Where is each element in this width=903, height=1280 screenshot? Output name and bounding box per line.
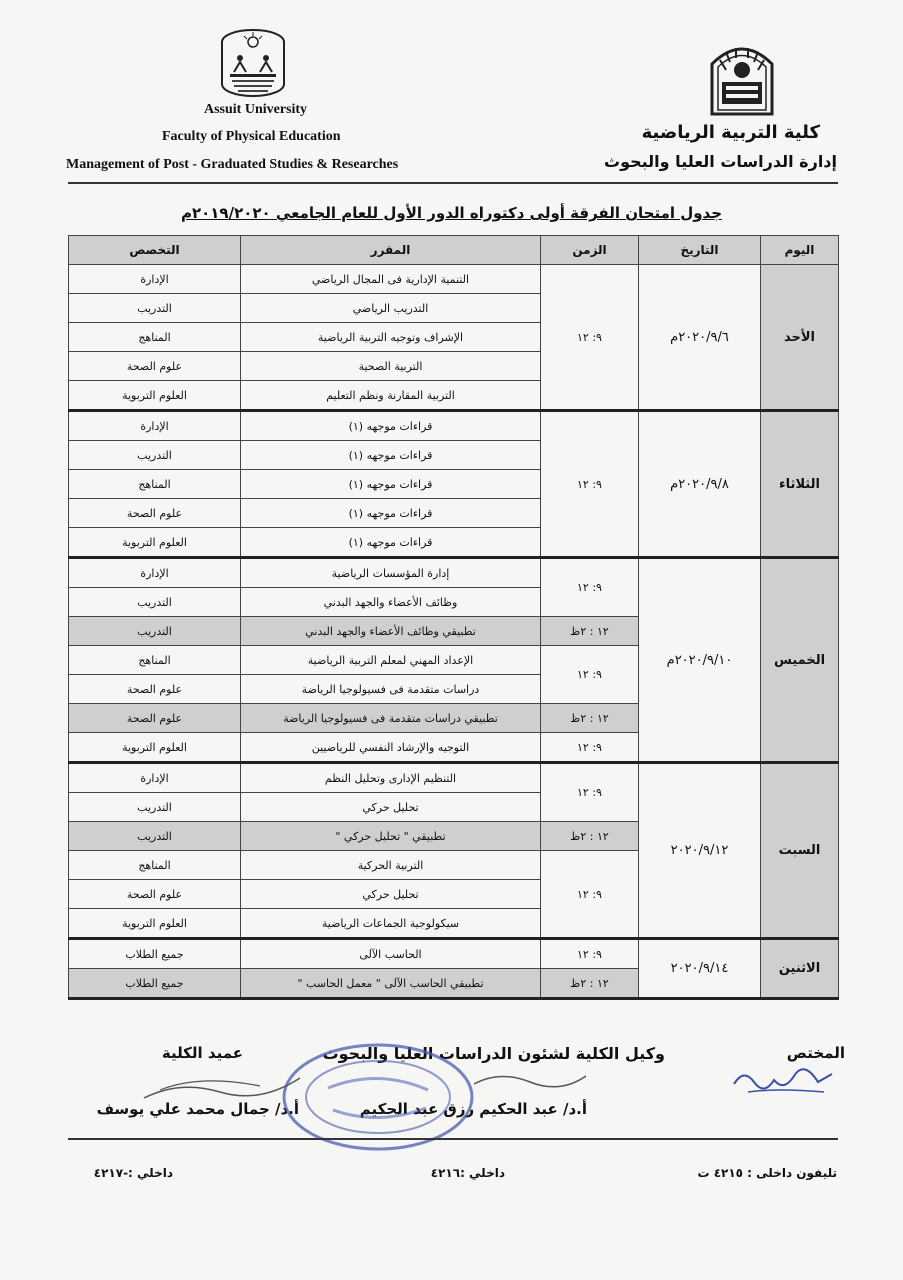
specialization-cell: العلوم التربوية xyxy=(69,909,241,939)
specialization-cell: علوم الصحة xyxy=(69,499,241,528)
table-header-row xyxy=(69,236,839,265)
faculty-name-ar: كلية التربية الرياضية xyxy=(641,122,820,143)
vice-dean-signature xyxy=(470,1066,590,1096)
table-row xyxy=(69,411,839,441)
department-name-en: Management of Post - Graduated Studies & Researches xyxy=(66,157,399,172)
col-header-day: اليوم xyxy=(761,236,839,265)
time-cell: ٩: ١٢ xyxy=(541,733,639,763)
course-cell: التوجيه والإرشاد النفسي للرياضيين xyxy=(241,733,541,763)
specialization-cell: التدريب xyxy=(69,617,241,646)
specialization-cell: العلوم التربوية xyxy=(69,528,241,558)
course-cell: تطبيقي دراسات متقدمة فى فسيولوجيا الرياضة xyxy=(241,704,541,733)
specialization-cell: علوم الصحة xyxy=(69,352,241,381)
specialization-cell: الإدارة xyxy=(69,265,241,294)
footer-divider xyxy=(68,1138,838,1140)
time-cell: ٩: ١٢ xyxy=(541,939,639,969)
course-cell: قراءات موجهه (١) xyxy=(241,411,541,441)
course-cell: وظائف الأعضاء والجهد البدني xyxy=(241,588,541,617)
specialization-cell: المناهج xyxy=(69,470,241,499)
course-cell: التربية الصحية xyxy=(241,352,541,381)
day-cell: الخميس xyxy=(761,558,839,763)
specialization-cell: المناهج xyxy=(69,323,241,352)
course-cell: سيكولوجية الجماعات الرياضية xyxy=(241,909,541,939)
vice-dean-name: أ.د/ عبد الحكيم رزق عبد الحكيم xyxy=(359,1100,587,1118)
dean-signature xyxy=(140,1070,310,1106)
dean-name: أ.د/ جمال محمد علي يوسف xyxy=(96,1100,299,1118)
course-cell: قراءات موجهه (١) xyxy=(241,441,541,470)
footer-ext-1: داخلي :٤٢١٦ xyxy=(430,1166,505,1180)
specialization-cell: الإدارة xyxy=(69,558,241,588)
university-name-en: Assuit University xyxy=(204,102,308,117)
course-cell: الإشراف وتوجيه التربية الرياضية xyxy=(241,323,541,352)
col-header-course: المقرر xyxy=(241,236,541,265)
course-cell: تحليل حركي xyxy=(241,793,541,822)
date-cell: ٢٠٢٠/٩/٦م xyxy=(639,265,761,411)
course-cell: التربية الحركية xyxy=(241,851,541,880)
title-text: جدول امتحان الفرقة أولى دكتوراه الدور الأول للعام الجامعي ٢٠١٩/٢٠٢٠م xyxy=(180,204,723,222)
col-header-time: الزمن xyxy=(541,236,639,265)
specialization-cell: علوم الصحة xyxy=(69,880,241,909)
time-cell: ١٢ : ٢ظ xyxy=(541,617,639,646)
course-cell: التربية المقارنة ونظم التعليم xyxy=(241,381,541,411)
specialization-cell: التدريب xyxy=(69,441,241,470)
course-cell: الإعداد المهني لمعلم التربية الرياضية xyxy=(241,646,541,675)
specialization-cell: جميع الطلاب xyxy=(69,969,241,999)
course-cell: قراءات موجهه (١) xyxy=(241,470,541,499)
specialization-cell: علوم الصحة xyxy=(69,704,241,733)
specialization-cell: الإدارة xyxy=(69,411,241,441)
time-cell: ١٢ : ٢ظ xyxy=(541,822,639,851)
footer-ext-2: داخلي :-٤٢١٧ xyxy=(93,1166,173,1180)
time-cell: ٩: ١٢ xyxy=(541,646,639,704)
specialist-title: المختص xyxy=(786,1044,845,1062)
page-title xyxy=(0,204,903,222)
time-cell: ٩: ١٢ xyxy=(541,411,639,558)
course-cell: الحاسب الآلى xyxy=(241,939,541,969)
specialist-signature xyxy=(728,1062,838,1098)
course-cell: تطبيقي وظائف الأعضاء والجهد البدني xyxy=(241,617,541,646)
table-row xyxy=(69,558,839,588)
course-cell: التنمية الإدارية فى المجال الرياضي xyxy=(241,265,541,294)
col-header-specialization: التخصص xyxy=(69,236,241,265)
date-cell: ٢٠٢٠/٩/٨م xyxy=(639,411,761,558)
specialization-cell: المناهج xyxy=(69,851,241,880)
course-cell: إدارة المؤسسات الرياضية xyxy=(241,558,541,588)
department-name-ar: إدارة الدراسات العليا والبحوث xyxy=(604,152,837,171)
time-cell: ٩: ١٢ xyxy=(541,265,639,411)
faculty-logo xyxy=(220,28,286,98)
dean-title: عميد الكلية xyxy=(161,1044,243,1062)
table-body xyxy=(69,265,839,999)
table-row xyxy=(69,265,839,294)
header-divider xyxy=(68,182,838,184)
specialization-cell: التدريب xyxy=(69,294,241,323)
time-cell: ٩: ١٢ xyxy=(541,763,639,822)
specialization-cell: علوم الصحة xyxy=(69,675,241,704)
table-row xyxy=(69,939,839,969)
table-row xyxy=(69,763,839,793)
footer-phone: تليفون داخلى : ٤٢١٥ ت xyxy=(697,1166,837,1180)
specialization-cell: جميع الطلاب xyxy=(69,939,241,969)
specialization-cell: الإدارة xyxy=(69,763,241,793)
day-cell: الثلاثاء xyxy=(761,411,839,558)
time-cell: ٩: ١٢ xyxy=(541,851,639,939)
vice-dean-title: وكيل الكلية لشئون الدراسات العليا والبحوث xyxy=(322,1044,665,1063)
day-cell: السبت xyxy=(761,763,839,939)
university-logo xyxy=(708,40,776,116)
time-cell: ١٢ : ٢ظ xyxy=(541,704,639,733)
specialization-cell: التدريب xyxy=(69,588,241,617)
date-cell: ٢٠٢٠/٩/١٠م xyxy=(639,558,761,763)
faculty-name-en: Faculty of Physical Education xyxy=(162,129,341,144)
time-cell: ٩: ١٢ xyxy=(541,558,639,617)
course-cell: التنظيم الإدارى وتحليل النظم xyxy=(241,763,541,793)
specialization-cell: التدريب xyxy=(69,793,241,822)
day-cell: الأحد xyxy=(761,265,839,411)
course-cell: دراسات متقدمة فى فسيولوجيا الرياضة xyxy=(241,675,541,704)
col-header-date: التاريخ xyxy=(639,236,761,265)
course-cell: قراءات موجهه (١) xyxy=(241,499,541,528)
day-cell: الاثنين xyxy=(761,939,839,999)
course-cell: التدريب الرياضي xyxy=(241,294,541,323)
specialization-cell: المناهج xyxy=(69,646,241,675)
specialization-cell: العلوم التربوية xyxy=(69,733,241,763)
course-cell: تطبيقي الحاسب الآلى " معمل الحاسب " xyxy=(241,969,541,999)
exam-schedule-table xyxy=(68,235,839,1000)
course-cell: تحليل حركي xyxy=(241,880,541,909)
date-cell: ٢٠٢٠/٩/١٤ xyxy=(639,939,761,999)
date-cell: ٢٠٢٠/٩/١٢ xyxy=(639,763,761,939)
specialization-cell: التدريب xyxy=(69,822,241,851)
time-cell: ١٢ : ٢ظ xyxy=(541,969,639,999)
specialization-cell: العلوم التربوية xyxy=(69,381,241,411)
course-cell: تطبيقي " تحليل حركي " xyxy=(241,822,541,851)
course-cell: قراءات موجهه (١) xyxy=(241,528,541,558)
